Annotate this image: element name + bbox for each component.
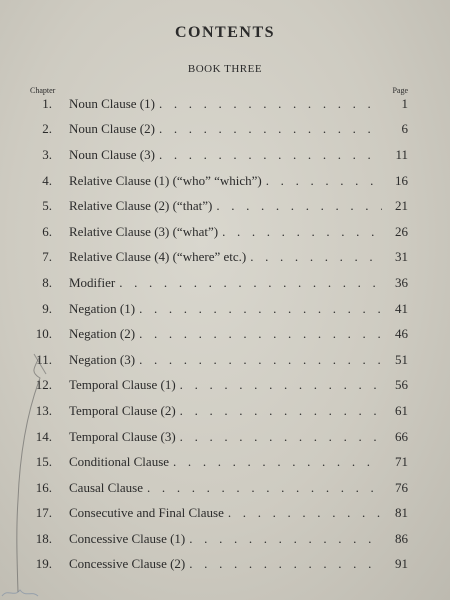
page-number: 36 [395,274,408,290]
toc-entry [0,142,450,168]
toc-entry [0,296,450,322]
chapter-number: 12. [35,377,52,393]
dot-leader [216,198,382,214]
chapter-number: 6. [42,223,52,239]
toc-entry [0,501,450,527]
chapter-column-label: Chapter [30,86,56,95]
chapter-title: Noun Clause (2) [69,121,155,137]
toc-entry [0,373,450,399]
chapter-number: 17. [35,505,52,521]
page-number: 76 [395,479,408,495]
dot-leader [222,224,382,240]
page-number: 31 [395,249,408,265]
page-number: 26 [395,223,408,239]
dot-leader [119,275,382,291]
page-column-label: Page [392,86,408,95]
chapter-title: Negation (2) [69,326,136,342]
chapter-title: Temporal Clause (2) [69,402,176,418]
chapter-title: Conditional Clause [69,454,170,470]
page-number: 61 [395,402,408,418]
page-number: 66 [395,428,408,444]
toc-entry [0,449,450,475]
chapter-number: 1. [42,95,52,111]
chapter-number: 11. [36,351,52,367]
chapter-title: Causal Clause [69,479,144,495]
chapter-title: Noun Clause (1) [69,95,155,111]
dot-leader [139,301,382,317]
chapter-title: Concessive Clause (2) [69,556,186,572]
dot-leader [147,480,382,496]
dot-leader [180,377,382,393]
toc-entry [0,91,450,117]
toc-entry [0,117,450,143]
chapter-number: 9. [42,300,52,316]
dot-leader [228,505,382,521]
dot-leader [189,556,382,572]
toc-entry [0,398,450,424]
chapter-number: 2. [42,121,52,137]
dot-leader [173,454,382,470]
toc-entry [0,270,450,296]
page-number: 71 [395,454,408,470]
table-of-contents [0,91,450,577]
chapter-title: Relative Clause (4) (“where” etc.) [69,249,247,265]
chapter-title: Relative Clause (2) (“that”) [69,198,213,214]
chapter-title: Concessive Clause (1) [69,530,186,546]
chapter-number: 13. [35,402,52,418]
chapter-number: 18. [35,530,52,546]
page-number: 86 [395,530,408,546]
toc-entry [0,321,450,347]
page-number: 11 [395,146,408,162]
toc-entry [0,347,450,373]
page-number: 1 [401,95,408,111]
page-number: 16 [395,172,408,188]
toc-entry [0,475,450,501]
page-number: 21 [395,198,408,214]
dot-leader [139,326,382,342]
toc-entry [0,193,450,219]
page-title: CONTENTS [174,24,276,41]
chapter-title: Negation (1) [69,300,136,316]
dot-leader [159,147,382,163]
dot-leader [189,531,382,547]
chapter-number: 15. [35,454,52,470]
page-number: 6 [401,121,408,137]
dot-leader [159,96,382,112]
chapter-title: Temporal Clause (3) [69,428,176,444]
toc-entry [0,219,450,245]
book-subtitle: BOOK THREE [187,63,263,75]
dot-leader [139,352,382,368]
dot-leader [250,249,382,265]
dot-leader [266,173,382,189]
dot-leader [180,403,382,419]
page-number: 41 [395,300,408,316]
chapter-title: Relative Clause (1) (“who” “which”) [69,172,262,188]
chapter-number: 4. [42,172,52,188]
chapter-title: Consecutive and Final Clause [69,505,224,521]
dot-leader [159,121,382,137]
page-number: 51 [395,351,408,367]
chapter-number: 3. [42,146,52,162]
page-number: 81 [395,505,408,521]
chapter-number: 7. [42,249,52,265]
chapter-number: 19. [35,556,52,572]
page-number: 56 [395,377,408,393]
toc-entry [0,526,450,552]
page-number: 91 [395,556,408,572]
chapter-title: Relative Clause (3) (“what”) [69,223,219,239]
page-number: 46 [395,326,408,342]
chapter-title: Temporal Clause (1) [69,377,176,393]
chapter-title: Modifier [69,274,116,290]
toc-entry [0,424,450,450]
chapter-number: 16. [35,479,52,495]
toc-entry [0,552,450,578]
chapter-number: 10. [35,326,52,342]
chapter-number: 8. [42,274,52,290]
toc-entry [0,245,450,271]
chapter-number: 14. [35,428,52,444]
chapter-title: Negation (3) [69,351,136,367]
dot-leader [180,429,382,445]
toc-entry [0,168,450,194]
chapter-title: Noun Clause (3) [69,146,155,162]
chapter-number: 5. [42,198,52,214]
